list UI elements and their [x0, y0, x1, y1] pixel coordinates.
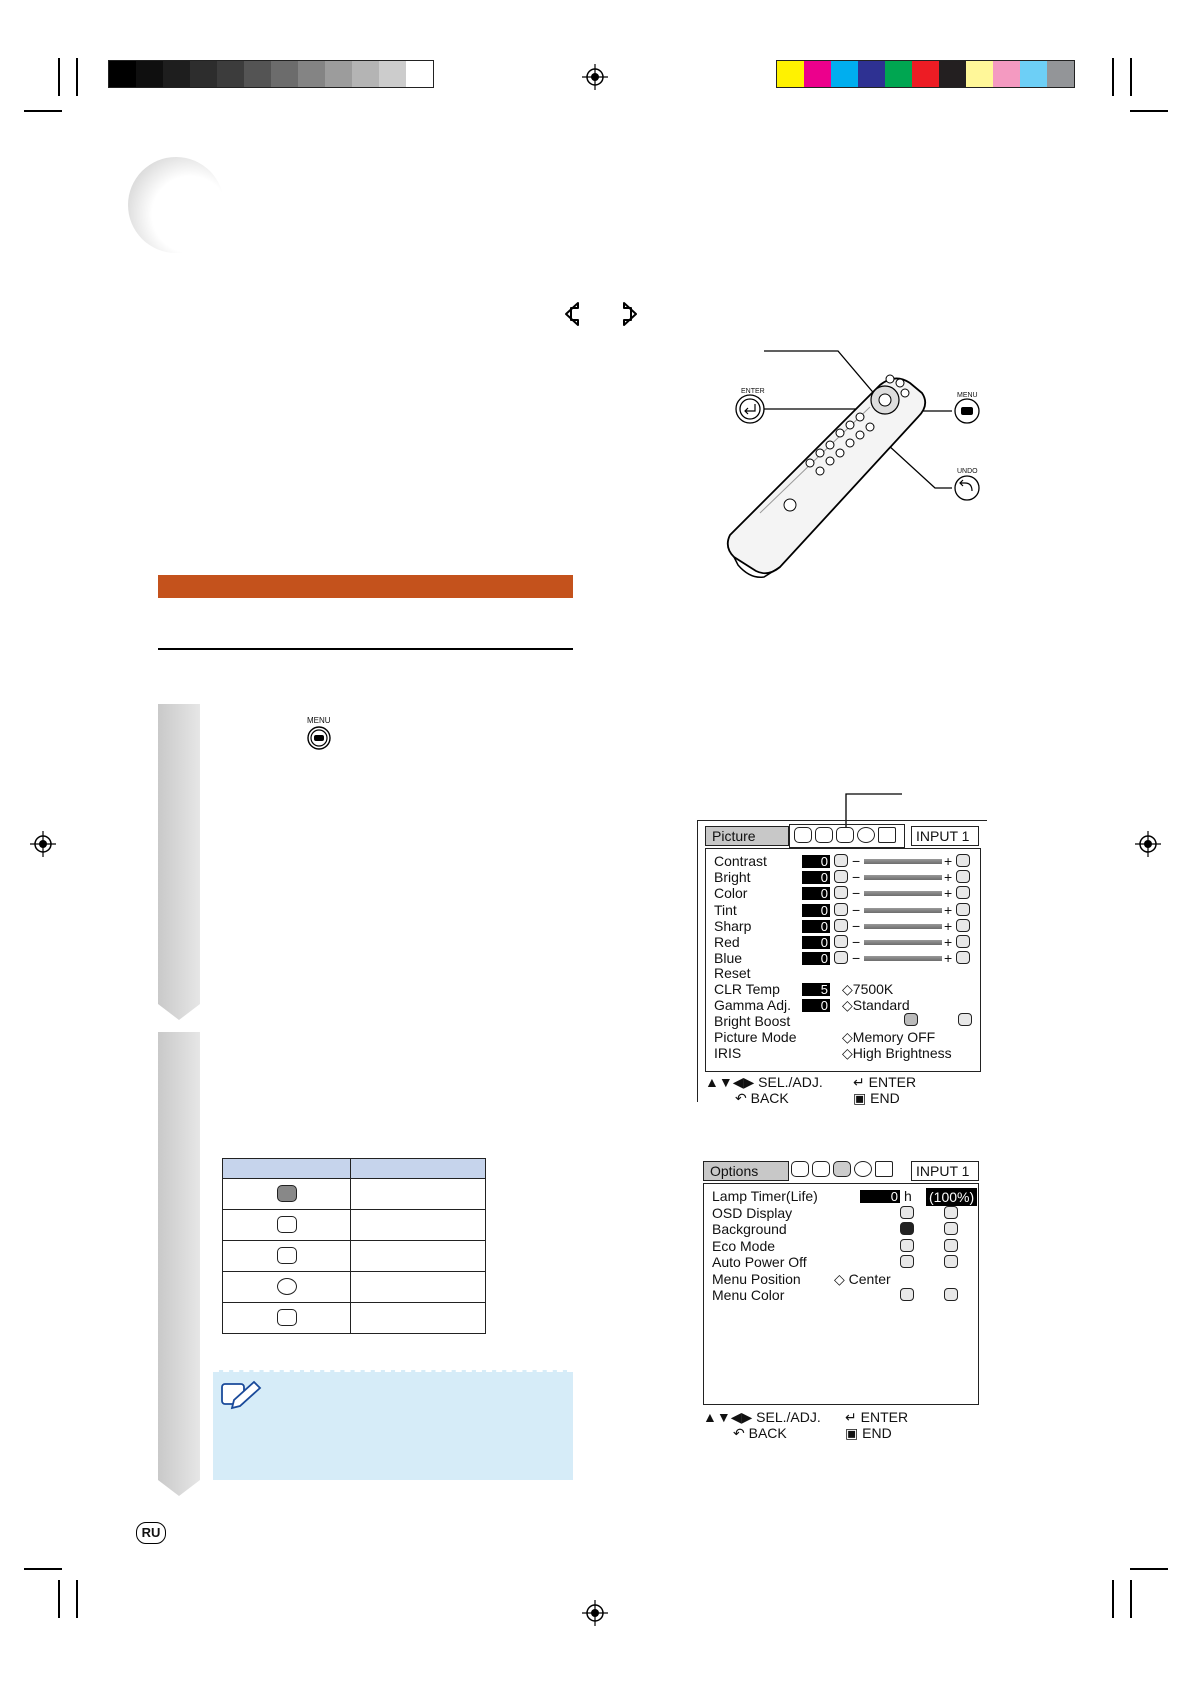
clr-temp-option: ◇7500K — [842, 981, 894, 997]
picture-tab-icon[interactable] — [791, 1161, 809, 1177]
right-arrow-button-icon — [620, 301, 640, 327]
color-swatch — [993, 61, 1020, 87]
gamma-label[interactable]: Gamma Adj. — [714, 997, 792, 1013]
step-2-sidebar — [158, 1032, 200, 1496]
menu-tab-icons — [789, 1159, 903, 1181]
options-item-option: ◇ Center — [834, 1270, 891, 1287]
pip-tab-icon[interactable] — [878, 827, 896, 843]
fine-sync-tab-icon — [277, 1216, 297, 1233]
options-menu-screen — [695, 1155, 985, 1441]
plus-sign: + — [944, 917, 953, 934]
color-swatch — [163, 61, 190, 87]
options-tab-icon[interactable] — [836, 827, 854, 843]
iris-label[interactable]: IRIS — [714, 1045, 742, 1061]
bright-boost-off-icon — [904, 1013, 918, 1026]
section-divider — [158, 648, 573, 650]
section-header-bar — [158, 575, 573, 598]
adjust-max-icon — [956, 870, 970, 883]
picture-item-label[interactable]: Color — [714, 885, 748, 902]
picture-item-label[interactable]: Red — [714, 934, 740, 950]
table-row — [223, 1272, 486, 1303]
fine-sync-tab-icon[interactable] — [815, 827, 833, 843]
options-item-label[interactable]: Menu Color — [712, 1287, 785, 1303]
color-swatch — [379, 61, 406, 87]
picture-tab-icon — [277, 1185, 297, 1202]
minus-sign: − — [852, 853, 861, 869]
picture-item-value: 0 — [802, 952, 830, 965]
minus-sign: − — [852, 885, 861, 902]
option-choice-icon — [944, 1255, 958, 1268]
color-swatch — [966, 61, 993, 87]
option-choice-icon — [944, 1222, 958, 1235]
adjust-slider[interactable] — [864, 859, 942, 864]
picture-item-value: 0 — [802, 904, 830, 917]
option-choice-icon — [944, 1239, 958, 1252]
adjust-slider[interactable] — [864, 875, 942, 880]
registration-mark-icon — [582, 64, 608, 90]
lamp-life-percent: (100%) — [926, 1188, 977, 1206]
gamma-value: 0 — [802, 999, 830, 1012]
remote-enter-label: ENTER — [741, 388, 765, 395]
description-cell — [351, 1210, 486, 1241]
option-choice-icon — [900, 1206, 914, 1219]
options-item-label[interactable]: Eco Mode — [712, 1237, 776, 1254]
picture-item-value: 0 — [802, 871, 830, 884]
description-cell — [351, 1272, 486, 1303]
picture-item-label[interactable]: Sharp — [714, 917, 752, 934]
adjust-max-icon — [956, 854, 970, 867]
color-swatch — [271, 61, 298, 87]
bright-boost-label[interactable]: Bright Boost — [714, 1013, 791, 1029]
plus-sign: + — [944, 869, 953, 886]
color-swatch — [406, 61, 433, 87]
picture-item-label[interactable]: Blue — [714, 950, 743, 967]
icon-cell — [223, 1210, 351, 1241]
icon-cell — [223, 1303, 351, 1334]
picture-menu-frame — [705, 848, 981, 1072]
table-header-row — [223, 1159, 486, 1179]
picture-item-value: 0 — [802, 855, 830, 868]
options-item-label[interactable]: Menu Position — [712, 1270, 801, 1287]
registration-mark-icon — [30, 831, 56, 857]
clr-temp-label[interactable]: CLR Temp — [714, 981, 780, 997]
color-swatch — [298, 61, 325, 87]
menu-tab-icons — [789, 824, 905, 848]
menu-button-icon — [307, 726, 331, 750]
lamp-timer-value: 0 — [860, 1190, 900, 1203]
color-swatch — [325, 61, 352, 87]
color-swatch — [109, 61, 136, 87]
table-header-cell — [223, 1159, 351, 1179]
footer-sel: ▲▼◀▶ SEL./ADJ. — [705, 1074, 823, 1090]
input-indicator: INPUT 1 — [911, 1161, 979, 1181]
registration-mark-icon — [582, 1600, 608, 1626]
color-swatch — [1020, 61, 1047, 87]
color-swatch — [831, 61, 858, 87]
icon-cell — [223, 1179, 351, 1210]
picture-item-label[interactable]: Bright — [714, 869, 751, 886]
picture-mode-option: ◇Memory OFF — [842, 1029, 936, 1045]
language-badge: RU — [136, 1522, 166, 1544]
step1-menu-label: MENU — [307, 716, 331, 725]
table-row — [223, 1179, 486, 1210]
options-tab-icon[interactable] — [833, 1161, 851, 1177]
option-choice-icon — [900, 1255, 914, 1268]
menu-icon-table — [222, 1158, 486, 1334]
minus-sign: − — [852, 934, 861, 950]
adjust-slider[interactable] — [864, 940, 942, 945]
plus-sign: + — [944, 885, 953, 902]
table-row — [223, 1210, 486, 1241]
adjust-min-icon — [834, 870, 848, 883]
adjust-max-icon — [956, 935, 970, 948]
remote-control-illustration — [720, 345, 1000, 585]
color-swatch — [1047, 61, 1074, 87]
adjust-min-icon — [834, 854, 848, 867]
minus-sign: − — [852, 869, 861, 886]
footer-end: ▣ END — [853, 1090, 900, 1106]
plus-sign: + — [944, 853, 953, 869]
color-swatch — [217, 61, 244, 87]
language-tab-icon[interactable] — [854, 1161, 872, 1177]
options-menu-frame — [703, 1183, 979, 1405]
language-tab-icon[interactable] — [857, 827, 875, 843]
grayscale-calibration-bar — [108, 60, 434, 88]
picture-item-value: 0 — [802, 920, 830, 933]
table-header-cell — [351, 1159, 486, 1179]
adjust-min-icon — [834, 951, 848, 964]
adjust-slider[interactable] — [864, 891, 942, 896]
description-cell — [351, 1303, 486, 1334]
language-tab-icon — [277, 1278, 297, 1295]
pip-tab-icon[interactable] — [875, 1161, 893, 1177]
reset-item[interactable]: Reset — [714, 965, 751, 981]
adjust-slider[interactable] — [864, 924, 942, 929]
option-choice-icon — [944, 1206, 958, 1219]
color-swatch — [885, 61, 912, 87]
lamp-timer-label: Lamp Timer(Life) — [712, 1188, 818, 1204]
options-item-label[interactable]: OSD Display — [712, 1205, 793, 1221]
pencil-note-icon — [220, 1378, 262, 1410]
footer-enter: ↵ ENTER — [845, 1409, 909, 1425]
process-color-calibration-bar — [776, 60, 1075, 88]
plus-sign: + — [944, 901, 953, 918]
minus-sign: − — [852, 917, 861, 934]
step-1-sidebar — [158, 704, 200, 1020]
icon-cell — [223, 1241, 351, 1272]
footer-end: ▣ END — [845, 1425, 892, 1441]
adjust-min-icon — [834, 919, 848, 932]
picture-tab-icon[interactable] — [794, 827, 812, 843]
picture-item-label[interactable]: Contrast — [714, 853, 767, 869]
option-choice-icon — [900, 1288, 914, 1301]
picture-mode-label[interactable]: Picture Mode — [714, 1029, 797, 1045]
color-swatch — [939, 61, 966, 87]
lamp-timer-unit: h — [904, 1188, 912, 1204]
adjust-slider[interactable] — [864, 956, 942, 961]
footer-back: ↶ BACK — [735, 1090, 789, 1106]
bright-boost-on-icon — [958, 1013, 972, 1026]
remote-menu-label: MENU — [957, 392, 978, 399]
color-swatch — [858, 61, 885, 87]
fine-sync-tab-icon[interactable] — [812, 1161, 830, 1177]
adjust-max-icon — [956, 951, 970, 964]
icon-cell — [223, 1272, 351, 1303]
clr-temp-value: 5 — [802, 983, 830, 996]
options-item-label[interactable]: Background — [712, 1221, 787, 1238]
note-box — [213, 1370, 573, 1480]
color-swatch — [190, 61, 217, 87]
adjust-slider[interactable] — [864, 908, 942, 913]
table-row — [223, 1241, 486, 1272]
footer-back: ↶ BACK — [733, 1425, 787, 1441]
description-cell — [351, 1241, 486, 1272]
minus-sign: − — [852, 901, 861, 918]
adjust-max-icon — [956, 886, 970, 899]
options-tab-icon — [277, 1247, 297, 1264]
chapter-circle — [128, 157, 224, 253]
option-choice-icon — [944, 1288, 958, 1301]
footer-enter: ↵ ENTER — [853, 1074, 917, 1090]
option-choice-icon — [900, 1222, 914, 1235]
picture-menu-screen — [697, 820, 987, 1106]
registration-mark-icon — [1135, 831, 1161, 857]
adjust-min-icon — [834, 903, 848, 916]
color-swatch — [136, 61, 163, 87]
options-item-label[interactable]: Auto Power Off — [712, 1254, 807, 1271]
picture-tab[interactable]: Picture — [705, 826, 789, 846]
options-tab[interactable]: Options — [703, 1161, 789, 1181]
adjust-max-icon — [956, 919, 970, 932]
color-swatch — [777, 61, 804, 87]
iris-option: ◇High Brightness — [842, 1045, 952, 1061]
minus-sign: − — [852, 950, 861, 967]
color-swatch — [804, 61, 831, 87]
adjust-min-icon — [834, 886, 848, 899]
color-swatch — [244, 61, 271, 87]
plus-sign: + — [944, 934, 953, 950]
footer-sel: ▲▼◀▶ SEL./ADJ. — [703, 1409, 821, 1425]
table-row — [223, 1303, 486, 1334]
input-indicator: INPUT 1 — [911, 826, 979, 846]
adjust-min-icon — [834, 935, 848, 948]
description-cell — [351, 1179, 486, 1210]
picture-item-value: 0 — [802, 936, 830, 949]
plus-sign: + — [944, 950, 953, 967]
left-arrow-button-icon — [562, 301, 582, 327]
pip-tab-icon — [277, 1309, 297, 1326]
adjust-max-icon — [956, 903, 970, 916]
gamma-option: ◇Standard — [842, 997, 910, 1013]
picture-item-label[interactable]: Tint — [714, 901, 737, 918]
picture-item-value: 0 — [802, 887, 830, 900]
remote-undo-label: UNDO — [957, 468, 978, 475]
color-swatch — [352, 61, 379, 87]
option-choice-icon — [900, 1239, 914, 1252]
color-swatch — [912, 61, 939, 87]
